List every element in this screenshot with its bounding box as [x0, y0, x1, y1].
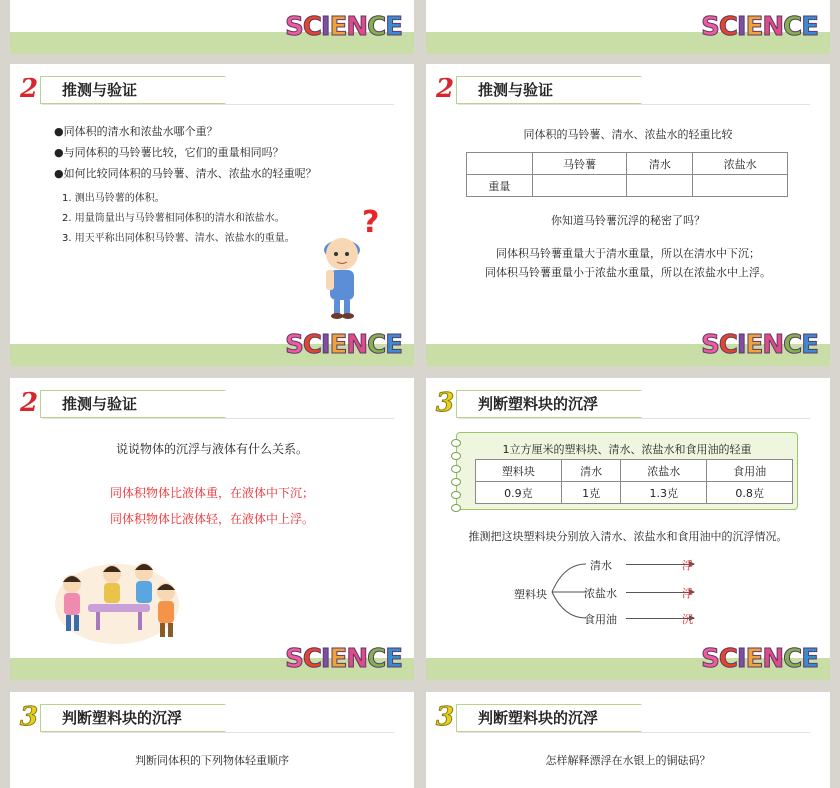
bullet-item: ●如何比较同体积的马铃薯、清水、浓盐水的轻重呢？ — [54, 166, 317, 180]
step-item: 2. 用量筒量出与马铃薯相同体积的清水和浓盐水。 — [62, 213, 285, 224]
slide-guess-verify-1[interactable] — [10, 64, 414, 366]
slide-title: 判断塑料块的沉浮 — [62, 709, 183, 727]
section-number-badge: 2 — [19, 388, 39, 418]
result-label: 浮 — [682, 559, 693, 572]
slide-title: 推测与验证 — [62, 81, 138, 99]
liquid-label: 食用油 — [584, 613, 617, 626]
result-label: 沉 — [682, 613, 693, 626]
slide-title: 推测与验证 — [62, 395, 138, 413]
bullet-item: ●与同体积的马铃薯比较，它们的重量相同吗？ — [54, 145, 284, 159]
table-row — [467, 153, 788, 175]
title-divider — [42, 418, 394, 419]
answer-line: 同体积马铃薯重量大于清水重量，所以在清水中下沉； — [496, 247, 760, 260]
subject-label: 塑料块 — [514, 588, 547, 601]
slide-plastic-block-2[interactable] — [10, 692, 414, 788]
section-number-badge: 3 — [435, 702, 455, 732]
title-divider — [458, 104, 810, 105]
section-number-badge: 2 — [435, 74, 455, 104]
title-divider — [42, 732, 394, 733]
section-number-badge: 3 — [19, 702, 39, 732]
table-cell: 重量 — [467, 175, 533, 197]
bullet-list — [54, 122, 317, 185]
science-logo: S C I E N C E — [701, 330, 818, 360]
table-row — [476, 460, 793, 482]
table-cell: 马铃薯 — [532, 153, 627, 175]
table-cell: 清水 — [627, 153, 693, 175]
table-cell: 食用油 — [707, 460, 793, 482]
table-cell: 塑料块 — [476, 460, 562, 482]
table-cell — [532, 175, 627, 197]
liquid-label: 浓盐水 — [584, 587, 617, 600]
title-divider — [458, 418, 810, 419]
table-cell: 0.8克 — [707, 482, 793, 504]
conclusion-line: 同体积物体比液体重，在液体中下沉； — [109, 486, 314, 500]
body-text: 怎样解释漂浮在水银上的铜砝码？ — [545, 754, 711, 767]
table-cell: 1.3克 — [621, 482, 707, 504]
title-divider — [458, 732, 810, 733]
table-row — [476, 482, 793, 504]
step-list — [62, 189, 295, 249]
table-caption: 同体积的马铃薯、清水、浓盐水的轻重比较 — [523, 128, 733, 141]
section-number-badge: 2 — [19, 74, 39, 104]
step-item: 3. 用天平称出同体积马铃薯、清水、浓盐水的重量。 — [62, 233, 295, 244]
question-text: 你知道马铃薯沉浮的秘密了吗？ — [551, 214, 705, 227]
bullet-item: ●同体积的清水和浓盐水哪个重？ — [54, 125, 218, 138]
slide-guess-verify-3[interactable] — [10, 378, 414, 680]
table-cell: 清水 — [561, 460, 621, 482]
science-logo: S C I E N C E — [285, 330, 402, 360]
slide-guess-verify-2[interactable] — [426, 64, 830, 366]
science-logo: S C I E N C E — [285, 644, 402, 674]
svg-text:?: ? — [362, 206, 380, 240]
slide-top-right-partial[interactable] — [426, 0, 830, 54]
notebook-card — [456, 432, 798, 510]
answer-line: 同体积马铃薯重量小于浓盐水重量，所以在浓盐水中上浮。 — [485, 266, 771, 279]
title-divider — [42, 104, 394, 105]
table-cell — [467, 153, 533, 175]
science-logo: S C I E N C E — [285, 12, 402, 42]
liquid-label: 清水 — [590, 559, 612, 572]
conclusion-line: 同体积物体比液体轻，在液体中上浮。 — [109, 512, 314, 526]
section-number-badge: 3 — [435, 388, 455, 418]
table-cell — [627, 175, 693, 197]
prompt-text: 说说物体的沉浮与液体有什么关系。 — [115, 442, 308, 456]
table-cell: 浓盐水 — [693, 153, 788, 175]
slide-plastic-block-1[interactable] — [426, 378, 830, 680]
children-group-illustration — [52, 546, 182, 646]
science-logo: S C I E N C E — [701, 12, 818, 42]
slide-title: 判断塑料块的沉浮 — [478, 395, 599, 413]
table-cell: 1克 — [561, 482, 621, 504]
density-table — [475, 459, 793, 504]
note-title: 1立方厘米的塑料块、清水、浓盐水和食用油的轻重 — [502, 443, 752, 456]
slide-title: 推测与验证 — [478, 81, 554, 99]
table-cell: 浓盐水 — [621, 460, 707, 482]
slide-title: 判断塑料块的沉浮 — [478, 709, 599, 727]
table-cell — [693, 175, 788, 197]
science-logo: S C I E N C E — [701, 644, 818, 674]
slide-plastic-block-3[interactable] — [426, 692, 830, 788]
result-label: 浮 — [682, 587, 693, 600]
weight-comparison-table — [466, 152, 788, 197]
step-item: 1. 测出马铃薯的体积。 — [62, 193, 165, 204]
table-row — [467, 175, 788, 197]
table-cell: 0.9克 — [476, 482, 562, 504]
question-text: 推测把这块塑料块分别放入清水、浓盐水和食用油中的沉浮情况。 — [468, 530, 788, 543]
thinking-child-illustration — [310, 206, 396, 324]
body-text: 判断同体积的下列物体轻重顺序 — [135, 754, 289, 767]
slide-top-left-partial[interactable] — [10, 0, 414, 54]
